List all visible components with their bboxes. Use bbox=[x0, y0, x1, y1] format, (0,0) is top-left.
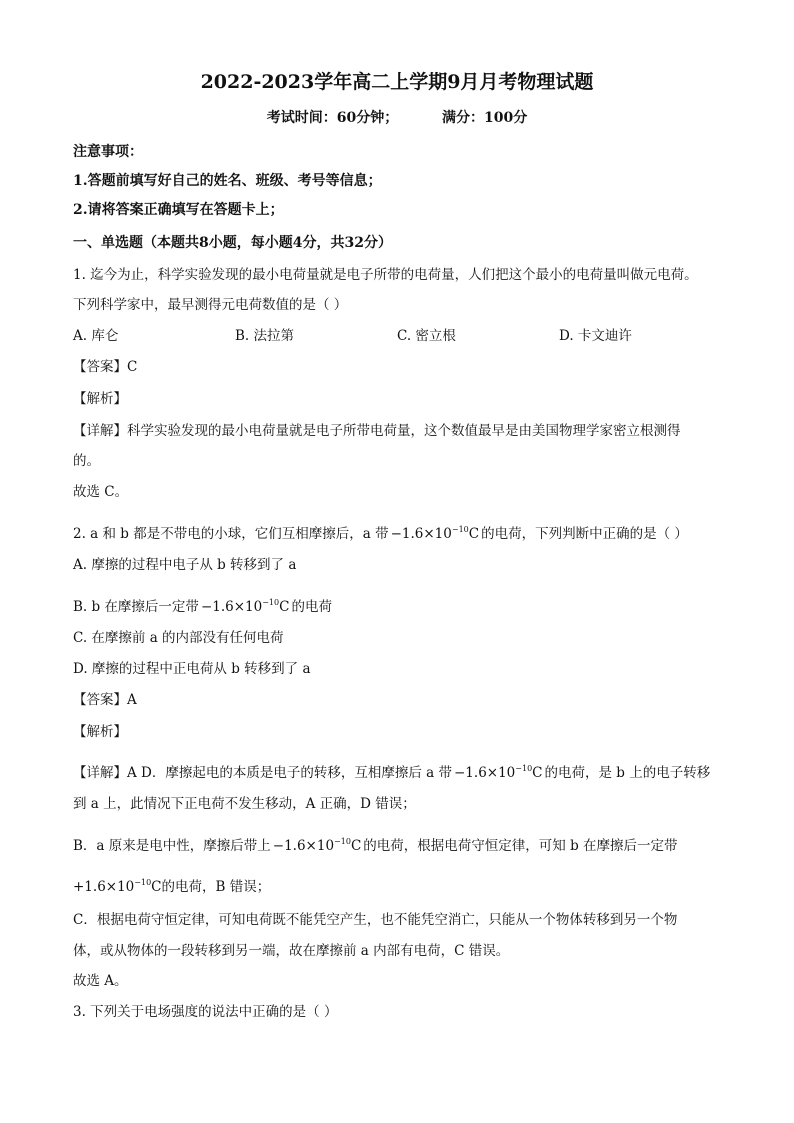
note-item: 2.请将答案正确填写在答题卡上； bbox=[73, 202, 284, 218]
exam-time: 考试时间：60分钟； bbox=[266, 110, 399, 126]
charge-value bbox=[391, 526, 480, 542]
exam-info bbox=[0, 108, 794, 128]
charge-mantissa: −1.6×10 bbox=[272, 838, 335, 854]
q2-detail-line1 bbox=[73, 759, 721, 783]
charge-exponent: −10 bbox=[134, 878, 152, 887]
q2-detail4-part2: 的电荷，B 错误； bbox=[161, 879, 271, 895]
q1-detail-line2: 的。 bbox=[73, 453, 100, 469]
q2-option-a: A. 摩擦的过程中电子从 b 转移到了 a bbox=[73, 557, 297, 573]
charge-value bbox=[73, 879, 162, 895]
q2-detail1-part2: 的电荷，是 b 上的电子转移 bbox=[544, 765, 711, 781]
q2-option-d: D. 摩擦的过程中正电荷从 b 转移到了 a bbox=[73, 661, 311, 677]
q2-detail-line5: C．根据电荷守恒定律，可知电荷既不能凭空产生，也不能凭空消亡，只能从一个物体转移到另一个物 bbox=[73, 912, 678, 928]
charge-unit: C bbox=[468, 526, 480, 542]
q2-stem-part2: 的电荷，下列判断中正确的是（ ） bbox=[481, 526, 688, 542]
q2-detail-line4 bbox=[73, 873, 721, 897]
charge-exponent: −10 bbox=[334, 837, 351, 846]
q1-choice: 故选 C。 bbox=[73, 484, 129, 500]
q2-option-c: C. 在摩擦前 a 的内部没有任何电荷 bbox=[73, 630, 284, 646]
q2-option-b-part1: B. b 在摩擦后一定带 bbox=[73, 599, 199, 615]
charge-value bbox=[454, 765, 543, 781]
charge-value bbox=[201, 599, 290, 615]
charge-unit: C bbox=[350, 838, 362, 854]
q1-option-c: C. 密立根 bbox=[397, 328, 456, 344]
q2-choice: 故选 A。 bbox=[73, 973, 128, 989]
q1-analysis-label: 【解析】 bbox=[73, 391, 127, 407]
charge-exponent: −10 bbox=[451, 525, 469, 534]
notes-heading: 注意事项： bbox=[73, 144, 143, 160]
q3-stem: 3. 下列关于电场强度的说法中正确的是（ ） bbox=[73, 1004, 338, 1020]
note-item: 1.答题前填写好自己的姓名、班级、考号等信息； bbox=[73, 173, 382, 189]
q1-stem-line2: 下列科学家中，最早测得元电荷数值的是（ ） bbox=[73, 297, 348, 313]
charge-unit: C bbox=[532, 765, 543, 781]
q2-detail3-part1: B．a 原来是电中性，摩擦后带上 bbox=[73, 838, 271, 854]
q1-detail-line1: 【详解】科学实验发现的最小电荷量就是电子所带电荷量，这个数值最早是由美国物理学家密立根测得 bbox=[73, 423, 681, 439]
charge-mantissa: −1.6×10 bbox=[200, 599, 263, 615]
q2-detail3-part2: 的电荷，根据电荷守恒定律，可知 b 在摩擦后一定带 bbox=[363, 838, 678, 854]
page-title: 2022-2023学年高二上学期9月月考物理试题 bbox=[200, 71, 594, 93]
charge-mantissa: −1.6×10 bbox=[454, 765, 516, 781]
charge-unit: C bbox=[279, 599, 290, 615]
full-score: 满分：100分 bbox=[442, 110, 528, 126]
q1-options bbox=[73, 326, 721, 346]
q2-detail1-part1: 【详解】A D．摩擦起电的本质是电子的转移，互相摩擦后 a 带 bbox=[73, 765, 452, 781]
q2-detail-line3 bbox=[73, 832, 721, 856]
charge-exponent: −10 bbox=[262, 598, 280, 607]
charge-value bbox=[273, 838, 362, 854]
charge-unit: C bbox=[151, 879, 162, 895]
q2-answer: 【答案】A bbox=[73, 692, 137, 708]
charge-exponent: −10 bbox=[515, 764, 533, 773]
q2-stem bbox=[73, 520, 721, 544]
q2-stem-part1: 2. a 和 b 都是不带电的小球，它们互相摩擦后，a 带 bbox=[73, 526, 389, 542]
q1-stem-line1: 1. 迄今为止，科学实验发现的最小电荷量就是电子所带的电荷量，人们把这个最小的电荷量叫做元电荷。 bbox=[73, 267, 698, 283]
section-heading: 一、单选题（本题共8小题，每小题4分，共32分） bbox=[73, 235, 392, 251]
q1-option-a: A. 库仑 bbox=[73, 328, 119, 344]
q1-option-b: B. 法拉第 bbox=[235, 328, 295, 344]
charge-mantissa: +1.6×10 bbox=[73, 879, 135, 895]
q2-detail-line6: 体，或从物体的一段转移到另一端，故在摩擦前 a 内部有电荷，C 错误。 bbox=[73, 943, 510, 959]
q2-option-b-part2: 的电荷 bbox=[291, 599, 332, 615]
q2-analysis-label: 【解析】 bbox=[73, 724, 127, 740]
q1-option-d: D. 卡文迪许 bbox=[559, 328, 632, 344]
q2-detail-line2: 到 a 上，此情况下正电荷不发生移动，A 正确，D 错误； bbox=[73, 796, 416, 812]
charge-mantissa: −1.6×10 bbox=[390, 526, 452, 542]
q1-answer: 【答案】C bbox=[73, 359, 138, 375]
q2-option-b bbox=[73, 593, 721, 617]
